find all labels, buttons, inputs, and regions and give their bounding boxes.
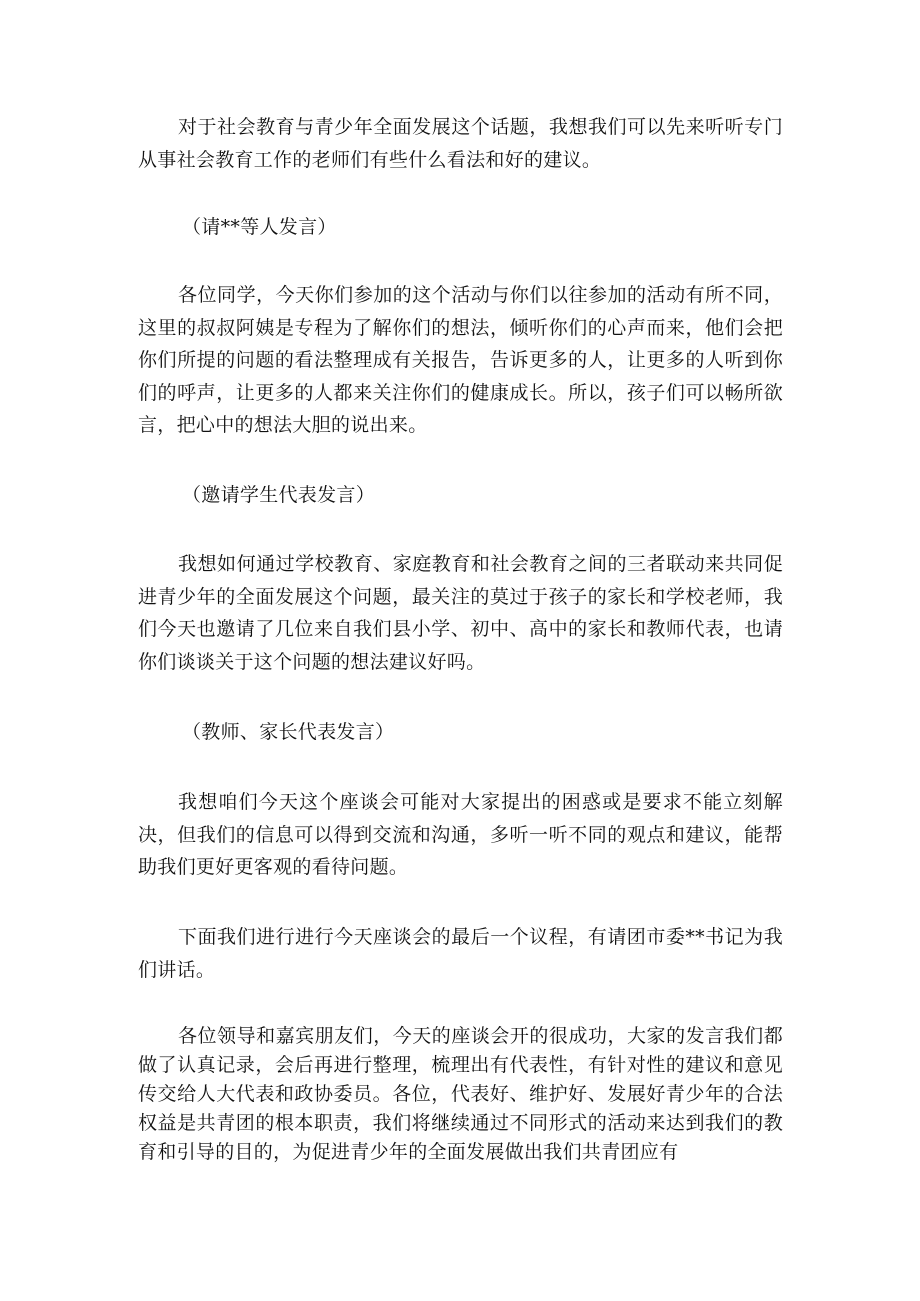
stage-note-teacher-parent-reps: （教师、家长代表发言） [182,721,395,743]
paragraph-students: 各位同学，今天你们参加的这个活动与你们以往参加的活动有所不同，这里的叔叔阿姨是专程为了解你们的想法，倾听你们的心声而来，他们会把你们所提的问题的看法整理成有关报告，告诉更多的人，让更多的人听到你们的呼声，让更多的人都来关注你们的健康成长。所以，孩子们可以畅所欲言，把心中的想法大胆的说出来。 [138,284,783,436]
paragraph-intro: 对于社会教育与青少年全面发展这个话题，我想我们可以先来听听专门从事社会教育工作的老师们有些什么看法和好的建议。 [138,116,783,171]
paragraph-closing: 各位领导和嘉宾朋友们，今天的座谈会开的很成功，大家的发言我们都做了认真记录，会后再进行整理，梳理出有代表性，有针对性的建议和意见传交给人大代表和政协委员。各位，代表好、维护好、发展好青少年的合法权益是共青团的根本职责，我们将继续通过不同形式的活动来达到我们的教育和引导的目的，为促进青少年的全面发展做出我们共青团应有 [138,1025,783,1163]
paragraph-agenda: 下面我们进行进行今天座谈会的最后一个议程，有请团市委**书记为我们讲话。 [138,926,783,981]
stage-note-speakers: （请**等人发言） [182,216,337,238]
paragraph-parents-teachers: 我想如何通过学校教育、家庭教育和社会教育之间的三者联动来共同促进青少年的全面发展这个问题，最关注的莫过于孩子的家长和学校老师，我们今天也邀请了几位来自我们县小学、初中、高中的家长和教师代表，也请你们谈谈关于这个问题的想法建议好吗。 [138,553,783,673]
stage-note-student-reps: （邀请学生代表发言） [182,484,376,506]
paragraph-exchange: 我想咱们今天这个座谈会可能对大家提出的困惑或是要求不能立刻解决，但我们的信息可以得到交流和沟通，多听一听不同的观点和建议，能帮助我们更好更客观的看待问题。 [138,791,783,878]
